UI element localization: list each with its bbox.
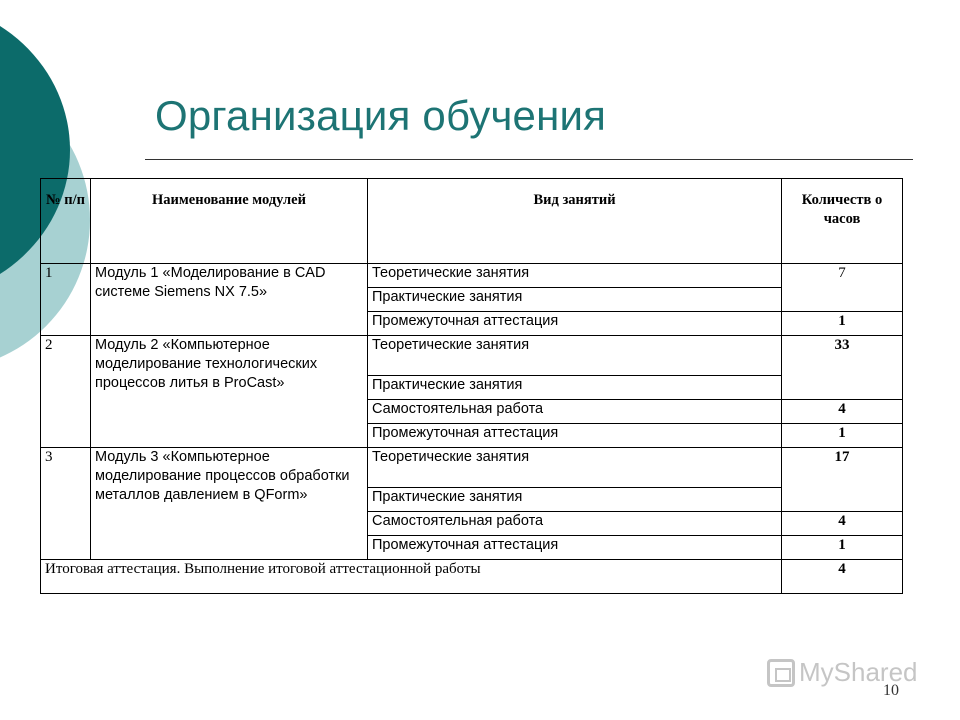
final-attestation-label: Итоговая аттестация. Выполнение итоговой аттестационной работы: [41, 560, 782, 594]
table-row: [41, 448, 903, 488]
module-name: Модуль 2 «Компьютерное моделирование технологических процессов литья в ProCast»: [91, 336, 368, 448]
lesson-type: Теоретические занятия: [368, 448, 782, 488]
header-module-name: Наименование модулей: [91, 179, 368, 264]
lesson-type: Самостоятельная работа: [368, 512, 782, 536]
header-num: № п/п: [41, 179, 91, 264]
lesson-type: Практические занятия: [368, 488, 782, 512]
hours-value: 1: [782, 536, 903, 560]
slide-title: Организация обучения: [155, 92, 607, 139]
hours-value: 4: [782, 400, 903, 424]
module-name: Модуль 3 «Компьютерное моделирование процессов обработки металлов давлением в QForm»: [91, 448, 368, 560]
table-row: [41, 264, 903, 288]
lesson-type: Практические занятия: [368, 376, 782, 400]
module-number: 1: [41, 264, 91, 336]
lesson-type: Промежуточная аттестация: [368, 424, 782, 448]
lesson-type: Теоретические занятия: [368, 336, 782, 376]
table-row-final: [41, 560, 903, 594]
hours-value: 7: [782, 264, 903, 312]
hours-value: 1: [782, 424, 903, 448]
lesson-type: Теоретические занятия: [368, 264, 782, 288]
module-number: 2: [41, 336, 91, 448]
hours-value: 4: [782, 560, 903, 594]
lesson-type: Практические занятия: [368, 288, 782, 312]
hours-value: 33: [782, 336, 903, 400]
watermark-text: MyShared: [799, 657, 918, 687]
module-name: Модуль 1 «Моделирование в CAD системе Siemens NX 7.5»: [91, 264, 368, 336]
lesson-type: Промежуточная аттестация: [368, 312, 782, 336]
hours-value: 17: [782, 448, 903, 512]
table-header-row: [41, 179, 903, 264]
header-hours: Количеств о часов: [782, 179, 903, 264]
header-lesson-type: Вид занятий: [368, 179, 782, 264]
watermark-logo-icon: [767, 659, 795, 687]
module-number: 3: [41, 448, 91, 560]
lesson-type: Самостоятельная работа: [368, 400, 782, 424]
curriculum-table: [40, 178, 903, 594]
lesson-type: Промежуточная аттестация: [368, 536, 782, 560]
table-row: [41, 336, 903, 376]
hours-value: 4: [782, 512, 903, 536]
hours-value: 1: [782, 312, 903, 336]
page-number: 10: [883, 682, 899, 699]
title-divider: [145, 159, 913, 160]
